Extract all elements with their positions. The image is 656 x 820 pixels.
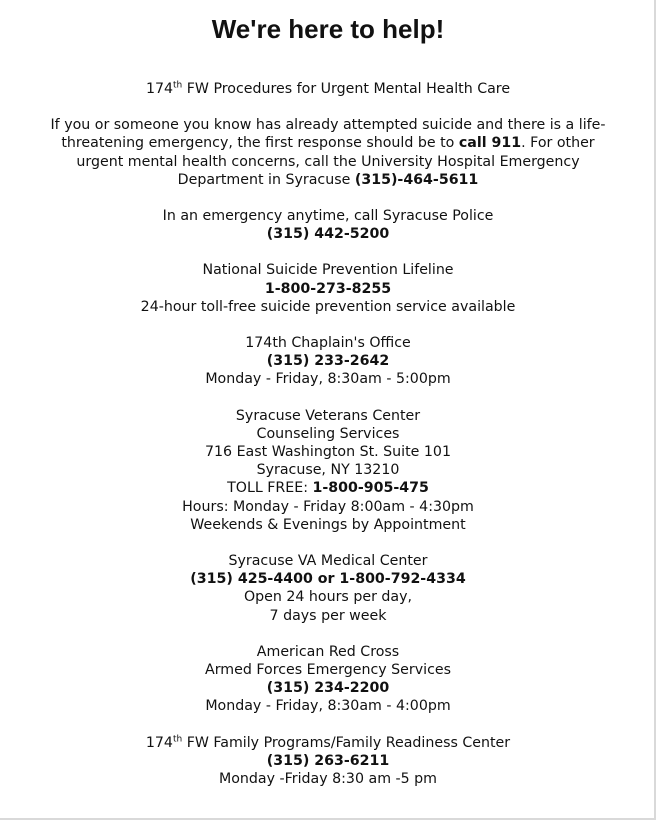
vet-center-tollfree-phone: 1-800-905-475: [312, 480, 429, 497]
va-medical-phones: (315) 425-4400 or 1-800-792-4334: [190, 571, 466, 588]
vet-center-name: Syracuse Veterans Center: [235, 407, 421, 424]
police-label: In an emergency anytime, call Syracuse Police: [162, 208, 494, 225]
intro-paragraph: [40, 116, 616, 189]
family-programs-phone: (315) 263-6211: [266, 752, 390, 769]
vet-center-address-2: Syracuse, NY 13210: [256, 462, 400, 479]
va-medical-open: Open 24 hours per day,: [243, 589, 413, 606]
family-programs-name: [40, 734, 616, 752]
family-programs-text: FW Family Programs/Family Readiness Center: [182, 734, 511, 751]
red-cross-phone: (315) 234-2200: [266, 680, 390, 697]
police-section: [40, 207, 616, 243]
lifeline-name: National Suicide Prevention Lifeline: [202, 262, 454, 279]
lifeline-section: [40, 261, 616, 316]
red-cross-name: American Red Cross: [256, 643, 400, 660]
family-programs-hours: Monday -Friday 8:30 am -5 pm: [218, 771, 438, 788]
vet-center-tollfree-label: TOLL FREE:: [227, 480, 313, 497]
family-programs-number: 174: [145, 734, 173, 751]
chaplain-phone: (315) 233-2642: [266, 353, 390, 370]
call-911-text: call 911: [458, 135, 522, 152]
chaplain-hours: Monday - Friday, 8:30am - 5:00pm: [205, 371, 451, 388]
va-medical-days: 7 days per week: [269, 607, 387, 624]
vet-center-service: Counseling Services: [256, 425, 400, 442]
page-title: We're here to help!: [211, 14, 445, 44]
subtitle-number: 174: [145, 81, 174, 97]
flyer-content: [40, 80, 616, 806]
subtitle: [40, 80, 616, 98]
red-cross-hours: Monday - Friday, 8:30am - 4:00pm: [205, 698, 451, 715]
va-medical-name: Syracuse VA Medical Center: [228, 553, 428, 570]
vet-center-address-1: 716 East Washington St. Suite 101: [204, 444, 451, 461]
vet-center-section: [40, 407, 616, 534]
subtitle-line: [40, 80, 616, 98]
vet-center-hours: Hours: Monday - Friday 8:00am - 4:30pm: [182, 498, 474, 515]
vet-center-weekends: Weekends & Evenings by Appointment: [190, 516, 466, 533]
police-phone: (315) 442-5200: [266, 226, 390, 243]
red-cross-service: Armed Forces Emergency Services: [205, 662, 451, 679]
va-medical-section: [40, 552, 616, 625]
chaplain-name: 174th Chaplain's Office: [245, 335, 411, 352]
lifeline-note: 24-hour toll-free suicide prevention service available: [140, 298, 516, 315]
vet-center-tollfree-line: [40, 479, 616, 497]
intro-text-2: . For other urgent mental health concerns, call the University Hospital Emergency Department in Syracuse: [76, 135, 595, 188]
subtitle-text: FW Procedures for Urgent Mental Health Care: [182, 81, 511, 97]
family-programs-section: [40, 734, 616, 789]
chaplain-section: [40, 334, 616, 389]
subtitle-ordinal: th: [173, 80, 183, 91]
intro-text-1: If you or someone you know has already attempted suicide and there is a life-threatening emergency, the first response should be to: [50, 117, 606, 152]
university-hospital-phone: (315)-464-5611: [354, 171, 479, 188]
lifeline-phone: 1-800-273-8255: [264, 280, 392, 297]
red-cross-section: [40, 643, 616, 716]
family-programs-ordinal: th: [172, 733, 183, 744]
